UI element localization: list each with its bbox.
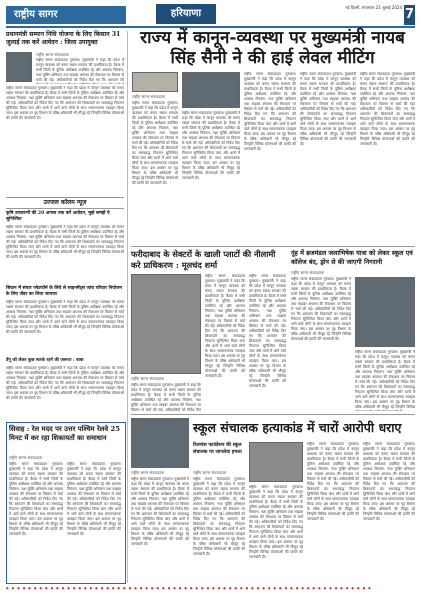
section-label-left: राष्ट्रीय सागर <box>6 6 126 24</box>
divider <box>6 208 124 209</box>
left-mid-body-2: राष्ट्रीय सागर संवाददाता गुरुग्राम। मुख्यमंत्री ने कहा कि प्रदेश में कानून व्यवस्था को बनाए रखना सरकार की प्राथमिकता है। बैठक में सभी जिलों के पुलिस अधीक्षक उपस्थित रहे और अपराध नियंत्रण, नशा मुक्ति अभियान तथा साइबर अपराध की रोकथाम पर विस्तार से चर्चा की गई। अधिकारियों को निर्देश दिए गए कि आमजन की शिकायतों का समयबद्ध निपटान सुनिश्चित किया जाए और थानों में आने वाले लोगों के साथ सम्मानजनक व्यवहार किया जाए। इस अवसर पर गृह विभाग के वरिष्ठ अधिकारी भी मौजूद रहे जिन्होंने विभिन्न योजनाओं की प्रगति की जानकारी दी। <box>6 300 124 334</box>
divider <box>131 414 415 415</box>
column-news-label: उज्जल कॉलम न्यूज़ <box>43 199 87 206</box>
cm-inset-photo <box>132 72 178 92</box>
left-mid-body-3: राष्ट्रीय सागर संवाददाता गुरुग्राम। मुख्यमंत्री ने कहा कि प्रदेश में कानून व्यवस्था को बनाए रखना सरकार की प्राथमिकता है। बैठक में सभी जिलों के पुलिस अधीक्षक उपस्थित रहे और अपराध नियंत्रण, नशा मुक्ति अभियान तथा साइबर अपराध की रोकथाम पर विस्तार से चर्चा की गई। अधिकारियों को निर्देश दिए गए कि आमजन की शिकायतों का समयबद्ध निपटान सुनिश्चित किया जाए और थानों में आने वाले लोगों के साथ सम्मानजनक व्यवहार किया जाए। इस अवसर पर गृह विभाग के वरिष्ठ अधिकारी भी मौजूद रहे जिन्होंने विभिन्न योजनाओं की प्रगति की जानकारी दी। <box>6 366 124 400</box>
bottom-body-col5: राष्ट्रीय सागर संवाददाता गुरुग्राम। मुख्यमंत्री ने कहा कि प्रदेश में कानून व्यवस्था को बनाए रखना सरकार की प्राथमिकता है। बैठक में सभी जिलों के पुलिस अधीक्षक उपस्थित रहे और अपराध नियंत्रण, नशा मुक्ति अभियान तथा साइबर अपराध की रोकथाम पर विस्तार से चर्चा की गई। अधिकारियों को निर्देश दिए गए कि आमजन की शिकायतों का समयबद्ध निपटान सुनिश्चित किया जाए और थानों में आने वाले लोगों के साथ सम्मानजनक व्यवहार किया जाए। इस अवसर पर गृह विभाग के वरिष्ठ अधिकारी भी मौजूद रहे जिन्होंने विभिन्न योजनाओं की प्रगति की जानकारी दी। <box>363 442 415 521</box>
masthead <box>6 4 415 26</box>
meeting-photo <box>182 72 240 108</box>
divider <box>131 246 415 247</box>
right-mid-body-b: राष्ट्रीय सागर संवाददाता गुरुग्राम। मुख्यमंत्री ने कहा कि प्रदेश में कानून व्यवस्था को बनाए रखना सरकार की प्राथमिकता है। बैठक में सभी जिलों के पुलिस अधीक्षक उपस्थित रहे और अपराध नियंत्रण, नशा मुक्ति अभियान तथा साइबर अपराध की रोकथाम पर विस्तार से चर्चा की गई। अधिकारियों को निर्देश दिए गए कि आमजन की शिकायतों का समयबद्ध निपटान सुनिश्चित किया जाए और थानों में आने वाले लोगों के साथ सम्मानजनक व्यवहार किया जाए। इस अवसर पर गृह विभाग के वरिष्ठ अधिकारी भी मौजूद रहे जिन्होंने विभिन्न <box>355 350 415 409</box>
lead-body-col5: राष्ट्रीय सागर संवाददाता गुरुग्राम। मुख्यमंत्री ने कहा कि प्रदेश में कानून व्यवस्था को बनाए रखना सरकार की प्राथमिकता है। बैठक में सभी जिलों के पुलिस अधीक्षक उपस्थित रहे और अपराध नियंत्रण, नशा मुक्ति अभियान तथा साइबर अपराध की रोकथाम पर विस्तार से चर्चा की गई। अधिकारियों को निर्देश दिए गए कि आमजन की शिकायतों का समयबद्ध निपटान सुनिश्चित किया जाए और थानों में आने वाले लोगों के साथ सम्मानजनक व्यवहार किया जाए। इस अवसर पर गृह विभाग के वरिष्ठ अधिकारी भी मौजूद रहे जिन्होंने विभिन्न योजनाओं की प्रगति की जानकारी दी। <box>360 72 415 146</box>
bottom-body-col2: राष्ट्रीय सागर संवाददाता गुरुग्राम। मुख्यमंत्री ने कहा कि प्रदेश में कानून व्यवस्था को बनाए रखना सरकार की प्राथमिकता है। बैठक में सभी जिलों के पुलिस अधीक्षक उपस्थित रहे और अपराध नियंत्रण, नशा मुक्ति अभियान तथा साइबर अपराध की रोकथाम पर विस्तार से चर्चा की गई। अधिकारियों को निर्देश दिए गए कि आमजन की शिकायतों का समयबद्ध निपटान सुनिश्चित किया जाए और थानों में आने वाले लोगों के साथ सम्मानजनक व्यवहार किया जाए। इस अवसर पर गृह विभाग के वरिष्ठ अधिकारी भी मौजूद रहे जिन्होंने विभिन्न योजनाओं की प्रगति की जानकारी दी। <box>193 477 245 556</box>
divider <box>6 197 124 198</box>
date-line: नई दिल्ली, मंगलवार 23 जुलाई 2024 <box>345 5 402 10</box>
right-mid-headline: नूंह में ब्रजमंडल जलाभिषेक यात्रा को लेकर स्कूल एवं कॉलेज बंद, ड्रोन से की जाएगी निगरानी <box>291 249 413 266</box>
crowd-photo <box>131 274 201 374</box>
lead-body-col3: राष्ट्रीय सागर संवाददाता गुरुग्राम। मुख्यमंत्री ने कहा कि प्रदेश में कानून व्यवस्था को बनाए रखना सरकार की प्राथमिकता है। बैठक में सभी जिलों के पुलिस अधीक्षक उपस्थित रहे और अपराध नियंत्रण, नशा मुक्ति अभियान तथा साइबर अपराध की रोकथाम पर विस्तार से चर्चा की गई। अधिकारियों को निर्देश दिए गए कि आमजन की शिकायतों का समयबद्ध निपटान सुनिश्चित किया जाए और थानों में आने वाले लोगों के साथ सम्मानजनक व्यवहार किया जाए। इस अवसर पर गृह विभाग के वरिष्ठ अधिकारी भी मौजूद रहे जिन्होंने विभिन्न योजनाओं की प्रगति की जानकारी दी। <box>244 72 296 151</box>
footer-dots: ● ● ● ● ● ● ● ● ● ● ● ● ● ● ● ● ● ● ● ● ● ● ● ● ● ● ● ● ● ● ● ● ● ● ● ● ● ● ● ● ● ● ● ● ● ● ● ● ● ● ● ● ● ● ● ● ● ● ● ● ● ● ● ● ● ● <box>6 586 372 590</box>
lead-body-col1: राष्ट्रीय सागर संवाददाता गुरुग्राम। मुख्यमंत्री ने कहा कि प्रदेश में कानून व्यवस्था को बनाए रखना सरकार की प्राथमिकता है। बैठक में सभी जिलों के पुलिस अधीक्षक उपस्थित रहे और अपराध नियंत्रण, नशा मुक्ति अभियान तथा साइबर अपराध की रोकथाम पर विस्तार से चर्चा की गई। अधिकारियों को निर्देश दिए गए कि आमजन की शिकायतों का समयबद्ध निपटान सुनिश्चित किया जाए और थानों में आने वाले लोगों के साथ सम्मानजनक व्यवहार किया जाए। इस अवसर पर गृह विभाग के वरिष्ठ अधिकारी भी मौजूद रहे जिन्होंने विभिन्न योजनाओं की प्रगति की जानकारी दी। <box>132 101 178 185</box>
lead-headline: राज्य में कानून-व्यवस्था पर मुख्यमंत्री नायब सिंह सैनी ने की हाई लेवल मीटिंग <box>140 28 405 68</box>
bottom-side-headline: रिलायंस फाउंडेशन की स्कूल संचालक पर जानलेवा हमला <box>193 442 242 455</box>
lead-body-col2: राष्ट्रीय सागर संवाददाता गुरुग्राम। मुख्यमंत्री ने कहा कि प्रदेश में कानून व्यवस्था को बनाए रखना सरकार की प्राथमिकता है। बैठक में सभी जिलों के पुलिस अधीक्षक उपस्थित रहे और अपराध नियंत्रण, नशा मुक्ति अभियान तथा साइबर अपराध की रोकथाम पर विस्तार से चर्चा की गई। अधिकारियों को निर्देश दिए गए कि आमजन की शिकायतों का समयबद्ध निपटान सुनिश्चित किया जाए और थानों में आने वाले लोगों के साथ सम्मानजनक व्यवहार किया जाए। इस अवसर पर गृह विभाग के वरिष्ठ अधिकारी भी मौजूद रहे जिन्होंने विभिन्न योजनाओं की प्रगति की जानकारी दी। <box>182 111 240 180</box>
lead-byline: राष्ट्रीय सागर संवाददाता <box>132 94 166 99</box>
temple-photo <box>355 277 415 347</box>
column-rule <box>127 31 128 583</box>
accused-photo <box>131 418 189 468</box>
right-mid-byline: राष्ट्रीय सागर संवाददाता <box>291 270 325 275</box>
left-mid-body: राष्ट्रीय सागर संवाददाता गुरुग्राम। मुख्यमंत्री ने कहा कि प्रदेश में कानून व्यवस्था को बनाए रखना सरकार की प्राथमिकता है। बैठक में सभी जिलों के पुलिस अधीक्षक उपस्थित रहे और अपराध नियंत्रण, नशा मुक्ति अभियान तथा साइबर अपराध की रोकथाम पर विस्तार से चर्चा की गई। अधिकारियों को निर्देश दिए गए कि आमजन की शिकायतों का समयबद्ध निपटान सुनिश्चित किया जाए और थानों में आने वाले लोगों के साथ सम्मानजनक व्यवहार किया जाए। इस अवसर पर गृह विभाग के वरिष्ठ अधिकारी भी मौजूद रहे जिन्होंने विभिन्न योजनाओं की प्रगति की जानकारी दी। <box>6 225 124 259</box>
lead-body-col4: राष्ट्रीय सागर संवाददाता गुरुग्राम। मुख्यमंत्री ने कहा कि प्रदेश में कानून व्यवस्था को बनाए रखना सरकार की प्राथमिकता है। बैठक में सभी जिलों के पुलिस अधीक्षक उपस्थित रहे और अपराध नियंत्रण, नशा मुक्ति अभियान तथा साइबर अपराध की रोकथाम पर विस्तार से चर्चा की गई। अधिकारियों को निर्देश दिए गए कि आमजन की शिकायतों का समयबद्ध निपटान सुनिश्चित किया जाए और थानों में आने वाले लोगों के साथ सम्मानजनक व्यवहार किया जाए। इस अवसर पर गृह विभाग के वरिष्ठ अधिकारी भी मौजूद रहे जिन्होंने विभिन्न योजनाओं की प्रगति की जानकारी दी। <box>300 72 356 146</box>
footer-strip <box>6 586 415 591</box>
left-bottom-body-b: राष्ट्रीय सागर संवाददाता गुरुग्राम। मुख्यमंत्री ने कहा कि प्रदेश में कानून व्यवस्था को बनाए रखना सरकार की प्राथमिकता है। बैठक में सभी जिलों के पुलिस अधीक्षक उपस्थित रहे और अपराध नियंत्रण, नशा मुक्ति अभियान तथा साइबर अपराध की रोकथाम पर विस्तार से चर्चा की गई। अधिकारियों को निर्देश दिए गए कि आमजन की शिकायतों का समयबद्ध निपटान सुनिश्चित किया जाए और थानों में आने वाले लोगों के साथ सम्मानजनक व्यवहार किया जाए। इस अवसर पर गृह विभाग के वरिष्ठ अधिकारी भी मौजूद रहे जिन्होंने विभिन्न योजनाओं की प्रगति की जानकारी दी। <box>67 462 121 536</box>
page-number: 7 <box>404 5 415 25</box>
left-bottom-headline: सिवाह : रेल मदद पर उत्तर पश्चिम रेलवे 25 मिनट में कर रहा शिकायतों का समाधान <box>9 425 120 442</box>
mid-story-headline: फरीदाबाद के सेक्टरों के खाली प्लाटों की नीलामी करे प्राधिकरण : मूलचंद शर्मा <box>131 249 276 270</box>
mid-story-body-a: राष्ट्रीय सागर संवाददाता गुरुग्राम। मुख्यमंत्री ने कहा कि प्रदेश में कानून व्यवस्था को बनाए रखना सरकार की प्राथमिकता है। बैठक में सभी जिलों के पुलिस अधीक्षक उपस्थित रहे और अपराध नियंत्रण, नशा मुक्ति अभियान तथा साइबर अपराध की रोकथाम पर विस्तार से चर्चा की गई। अधिकारियों को निर्देश दिए <box>131 383 201 411</box>
left-bottom-body-a: राष्ट्रीय सागर संवाददाता गुरुग्राम। मुख्यमंत्री ने कहा कि प्रदेश में कानून व्यवस्था को बनाए रखना सरकार की प्राथमिकता है। बैठक में सभी जिलों के पुलिस अधीक्षक उपस्थित रहे और अपराध नियंत्रण, नशा मुक्ति अभियान तथा साइबर अपराध की रोकथाम पर विस्तार से चर्चा की गई। अधिकारियों को निर्देश दिए गए कि आमजन की शिकायतों का समयबद्ध निपटान सुनिश्चित किया जाए और थानों में आने वाले लोगों के साथ सम्मानजनक व्यवहार किया जाए। इस अवसर पर गृह विभाग के वरिष्ठ अधिकारी भी मौजूद रहे जिन्होंने विभिन्न योजनाओं की प्रगति की जानकारी दी। <box>9 462 63 536</box>
section-label-state: हरियाणा <box>156 4 216 24</box>
left-mid-subheadline: सिवान में संचार प्लेटफॉर्म के लिये ले साइनमेंट्स जांच परिवार नियोजन के लिए जेंडर का लिया जायजा <box>6 286 123 297</box>
bottom-body-col1: राष्ट्रीय सागर संवाददाता गुरुग्राम। मुख्यमंत्री ने कहा कि प्रदेश में कानून व्यवस्था को बनाए रखना सरकार की प्राथमिकता है। बैठक में सभी जिलों के पुलिस अधीक्षक उपस्थित रहे और अपराध नियंत्रण, नशा मुक्ति अभियान तथा साइबर अपराध की रोकथाम पर विस्तार से चर्चा की गई। अधिकारियों को निर्देश दिए गए कि आमजन की शिकायतों का समयबद्ध निपटान सुनिश्चित किया जाए और थानों में आने वाले लोगों के साथ सम्मानजनक व्यवहार किया जाए। इस अवसर पर गृह विभाग के वरिष्ठ अधिकारी भी मौजूद रहे जिन्होंने विभिन्न योजनाओं की प्रगति की जानकारी दी। <box>131 477 189 546</box>
left-top-body-a: राष्ट्रीय सागर संवाददाता गुरुग्राम। मुख्यमंत्री ने कहा कि प्रदेश में कानून व्यवस्था को बनाए रखना सरकार की प्राथमिकता है। बैठक में सभी जिलों के पुलिस अधीक्षक उपस्थित रहे और अपराध नियंत्रण, नशा मुक्ति अभियान तथा साइबर अपराध की रोकथाम पर विस्तार से चर्चा की गई। अधिकारियों को निर्देश दिए गए कि आमजन की <box>36 58 124 82</box>
bottom-body-col4: राष्ट्रीय सागर संवाददाता गुरुग्राम। मुख्यमंत्री ने कहा कि प्रदेश में कानून व्यवस्था को बनाए रखना सरकार की प्राथमिकता है। बैठक में सभी जिलों के पुलिस अधीक्षक उपस्थित रहे और अपराध नियंत्रण, नशा मुक्ति अभियान तथा साइबर अपराध की रोकथाम पर विस्तार से चर्चा की गई। अधिकारियों को निर्देश दिए गए कि आमजन की शिकायतों का समयबद्ध निपटान सुनिश्चित किया जाए और थानों में आने वाले लोगों के साथ सम्मानजनक व्यवहार किया जाए। इस अवसर पर गृह विभाग के वरिष्ठ अधिकारी भी मौजूद रहे जिन्होंने विभिन्न योजनाओं की प्रगति की जानकारी दी। <box>307 442 359 521</box>
mid-story-byline: राष्ट्रीय सागर संवाददाता <box>131 376 165 381</box>
bottom-story-byline: राष्ट्रीय सागर संवाददाता <box>193 470 227 475</box>
left-bottom-byline: राष्ट्रीय सागर संवाददाता <box>9 455 43 460</box>
right-mid-body-a: राष्ट्रीय सागर संवाददाता गुरुग्राम। मुख्यमंत्री ने कहा कि प्रदेश में कानून व्यवस्था को बनाए रखना सरकार की प्राथमिकता है। बैठक में सभी जिलों के पुलिस अधीक्षक उपस्थित रहे और अपराध नियंत्रण, नशा मुक्ति अभियान तथा साइबर अपराध की रोकथाम पर विस्तार से चर्चा की गई। अधिकारियों को निर्देश दिए गए कि आमजन की शिकायतों का समयबद्ध निपटान सुनिश्चित किया जाए और थानों में आने वाले लोगों के साथ सम्मानजनक व्यवहार किया जाए। इस अवसर पर गृह विभाग के वरिष्ठ अधिकारी भी मौजूद रहे जिन्होंने विभिन्न योजनाओं की प्रगति की जानकारी दी। <box>291 277 351 341</box>
left-mid-small-headline: डेंगू को लेकर कुछ सतर्क रहने की ज़रूरत : बाबा <box>6 358 84 363</box>
left-mid-headline: कृषि उपकरणों की 20 अगस्त तक करें आवेदन, मुझे समझें ये सुनिश्चित <box>6 211 110 222</box>
bottom-story-byline-photo: राष्ट्रीय सागर संवाददाता <box>131 470 165 475</box>
left-top-body-b: राष्ट्रीय सागर संवाददाता गुरुग्राम। मुख्यमंत्री ने कहा कि प्रदेश में कानून व्यवस्था को बनाए रखना सरकार की प्राथमिकता है। बैठक में सभी जिलों के पुलिस अधीक्षक उपस्थित रहे और अपराध नियंत्रण, नशा मुक्ति अभियान तथा साइबर अपराध की रोकथाम पर विस्तार से चर्चा की गई। अधिकारियों को निर्देश दिए गए कि आमजन की शिकायतों का समयबद्ध निपटान सुनिश्चित किया जाए और थानों में आने वाले लोगों के साथ सम्मानजनक व्यवहार किया जाए। इस अवसर पर गृह विभाग के वरिष्ठ अधिकारी भी मौजूद रहे जिन्होंने विभिन्न योजनाओं की प्रगति की जानकारी दी। <box>6 86 124 120</box>
left-top-byline: राष्ट्रीय सागर संवाददाता <box>36 52 70 57</box>
mid-story-body-c: राष्ट्रीय सागर संवाददाता गुरुग्राम। मुख्यमंत्री ने कहा कि प्रदेश में कानून व्यवस्था को बनाए रखना सरकार की प्राथमिकता है। बैठक में सभी जिलों के पुलिस अधीक्षक उपस्थित रहे और अपराध नियंत्रण, नशा मुक्ति अभियान तथा साइबर अपराध की रोकथाम पर विस्तार से चर्चा की गई। अधिकारियों को निर्देश दिए गए कि आमजन की शिकायतों का समयबद्ध निपटान सुनिश्चित किया जाए और थानों में आने वाले लोगों के साथ सम्मानजनक व्यवहार किया जाए। इस अवसर पर गृह विभाग के वरिष्ठ अधिकारी भी मौजूद रहे जिन्होंने विभिन्न योजनाओं की प्रगति की जानकारी दी। <box>249 274 286 388</box>
official-portrait-photo <box>6 52 32 82</box>
left-top-headline: प्रधानमंत्री सम्मान निधि योजना के लिए किसान 31 जुलाई तक करें आवेदन : जिला उपायुक्त <box>6 31 121 46</box>
bottom-body-col3: राष्ट्रीय सागर संवाददाता गुरुग्राम। मुख्यमंत्री ने कहा कि प्रदेश में कानून व्यवस्था को बनाए रखना सरकार की प्राथमिकता है। बैठक में सभी जिलों के पुलिस अधीक्षक उपस्थित रहे और अपराध नियंत्रण, नशा मुक्ति अभियान तथा साइबर अपराध की रोकथाम पर विस्तार से चर्चा की गई। अधिकारियों को निर्देश दिए गए कि आमजन की शिकायतों का समयबद्ध निपटान सुनिश्चित किया जाए और थानों में आने वाले लोगों के साथ सम्मानजनक व्यवहार किया जाए। इस अवसर पर गृह विभाग के वरिष्ठ अधिकारी भी मौजूद रहे जिन्होंने विभिन्न योजनाओं की प्रगति की जानकारी दी। <box>249 485 303 559</box>
bottom-story-headline: स्कूल संचालक हत्याकांड में चारों आरोपी धराए <box>193 420 402 435</box>
police-photo <box>249 442 303 482</box>
mid-story-body-b: राष्ट्रीय सागर संवाददाता गुरुग्राम। मुख्यमंत्री ने कहा कि प्रदेश में कानून व्यवस्था को बनाए रखना सरकार की प्राथमिकता है। बैठक में सभी जिलों के पुलिस अधीक्षक उपस्थित रहे और अपराध नियंत्रण, नशा मुक्ति अभियान तथा साइबर अपराध की रोकथाम पर विस्तार से चर्चा की गई। अधिकारियों को निर्देश दिए गए कि आमजन की शिकायतों का समयबद्ध निपटान सुनिश्चित किया जाए और थानों में आने वाले लोगों के साथ सम्मानजनक व्यवहार किया जाए। इस अवसर पर गृह विभाग के वरिष्ठ अधिकारी भी मौजूद रहे जिन्होंने विभिन्न योजनाओं की प्रगति की जानकारी दी। <box>205 274 245 378</box>
